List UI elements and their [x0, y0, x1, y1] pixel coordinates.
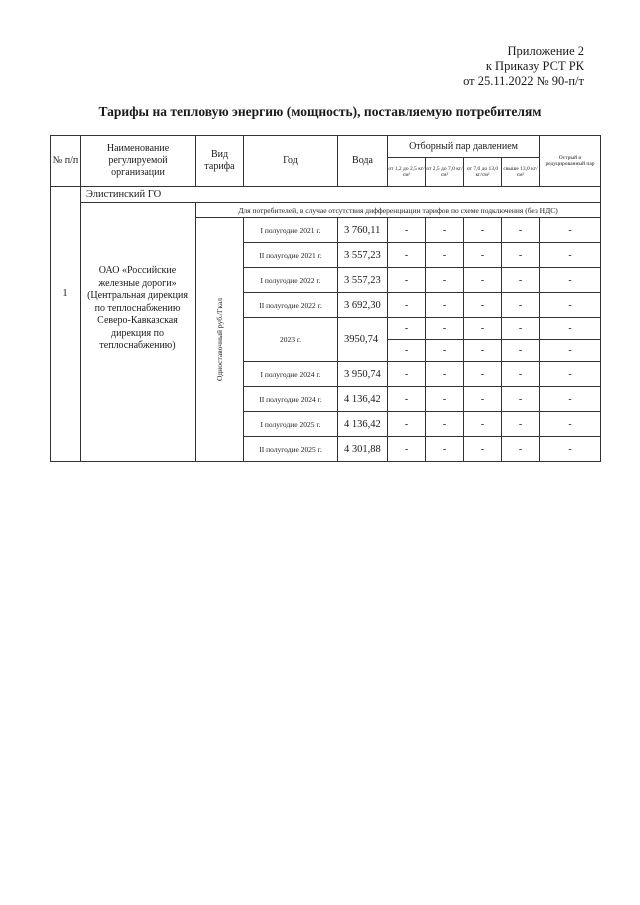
dash-cell: -: [388, 318, 426, 340]
dash-cell: -: [502, 268, 540, 293]
header-pressure-4: свыше 13,0 кг/см²: [502, 158, 540, 187]
dash-cell: -: [464, 437, 502, 462]
dash-cell: -: [502, 293, 540, 318]
dash-cell: -: [388, 340, 426, 362]
appendix-label: Приложение 2: [507, 44, 584, 58]
dash-cell: -: [388, 243, 426, 268]
year-cell: I полугодие 2021 г.: [244, 218, 338, 243]
dash-cell: -: [540, 293, 601, 318]
header-year: Год: [244, 136, 338, 187]
year-cell: I полугодие 2022 г.: [244, 268, 338, 293]
dash-cell: -: [388, 362, 426, 387]
dash-cell: -: [502, 243, 540, 268]
dash-cell: -: [426, 437, 464, 462]
dash-cell: -: [540, 268, 601, 293]
dash-cell: -: [464, 412, 502, 437]
dash-cell: -: [502, 437, 540, 462]
water-value: 3 557,23: [338, 268, 388, 293]
water-value: 3 950,74: [338, 362, 388, 387]
water-value: 3 557,23: [338, 243, 388, 268]
dash-cell: -: [502, 412, 540, 437]
dash-cell: -: [540, 362, 601, 387]
dash-cell: -: [426, 387, 464, 412]
dash-cell: -: [464, 340, 502, 362]
dash-cell: -: [426, 412, 464, 437]
dash-cell: -: [426, 243, 464, 268]
dash-cell: -: [502, 340, 540, 362]
year-cell: I полугодие 2024 г.: [244, 362, 338, 387]
header-tariff-type: Вид тарифа: [196, 136, 244, 187]
water-value: 4 136,42: [338, 412, 388, 437]
tariff-type-cell: [196, 218, 244, 462]
row-number: 1: [62, 288, 68, 299]
year-cell: II полугодие 2025 г.: [244, 437, 338, 462]
dash-cell: -: [540, 412, 601, 437]
dash-cell: -: [502, 218, 540, 243]
dash-cell: -: [388, 268, 426, 293]
header-pressure-2: от 2,5 до 7,0 кг/см²: [426, 158, 464, 187]
document-title: Тарифы на тепловую энергию (мощность), поставляемую потребителям: [98, 104, 542, 119]
dash-cell: -: [540, 318, 601, 340]
document-header: [463, 44, 584, 89]
year-cell: I полугодие 2025 г.: [244, 412, 338, 437]
dash-cell: -: [464, 387, 502, 412]
dash-cell: -: [426, 362, 464, 387]
water-value: 4 136,42: [338, 387, 388, 412]
water-value: 3 760,11: [338, 218, 388, 243]
dash-cell: -: [540, 243, 601, 268]
dash-cell: -: [540, 437, 601, 462]
header-steam-pressure: Отборный пар давлением: [388, 136, 540, 158]
dash-cell: -: [388, 437, 426, 462]
dash-cell: -: [502, 362, 540, 387]
tariff-type-label: Одноставочный руб./Гкал: [215, 298, 224, 381]
header-pressure-3: от 7,0 до 13,0 кг/см²: [464, 158, 502, 187]
organization-name-text: ОАО «Российские железные дороги» (Центральная дирекция по теплоснабжению Северо-Кавказская дирекция по теплоснабжению): [87, 265, 188, 351]
dash-cell: -: [388, 387, 426, 412]
dash-cell: -: [464, 243, 502, 268]
tariff-condition: Для потребителей, в случае отсутствия дифференциации тарифов по схеме подключения (без НДС): [196, 203, 601, 218]
dash-cell: -: [464, 268, 502, 293]
dash-cell: -: [464, 362, 502, 387]
water-value: 3 692,30: [338, 293, 388, 318]
water-value: 4 301,88: [338, 437, 388, 462]
dash-cell: -: [426, 218, 464, 243]
dash-cell: -: [540, 340, 601, 362]
water-value: 3950,74: [338, 318, 388, 362]
year-cell: II полугодие 2022 г.: [244, 293, 338, 318]
dash-cell: -: [540, 387, 601, 412]
dash-cell: -: [426, 293, 464, 318]
header-water: Вода: [338, 136, 388, 187]
dash-cell: -: [388, 218, 426, 243]
dash-cell: -: [464, 218, 502, 243]
year-cell: II полугодие 2024 г.: [244, 387, 338, 412]
dash-cell: -: [426, 268, 464, 293]
dash-cell: -: [388, 293, 426, 318]
header-pressure-1: от 1,2 до 2,5 кг/см²: [388, 158, 426, 187]
header-organization: Наименование регулируемой организации: [81, 136, 196, 187]
year-cell: 2023 г.: [244, 318, 338, 362]
dash-cell: -: [464, 293, 502, 318]
dash-cell: -: [388, 412, 426, 437]
row-spacer: [51, 187, 81, 462]
dash-cell: -: [464, 318, 502, 340]
region-name: Элистинский ГО: [81, 187, 601, 203]
order-date: от 25.11.2022 № 90-п/т: [463, 74, 584, 88]
dash-cell: -: [502, 318, 540, 340]
dash-cell: -: [426, 318, 464, 340]
dash-cell: -: [540, 218, 601, 243]
year-cell: II полугодие 2021 г.: [244, 243, 338, 268]
dash-cell: -: [502, 387, 540, 412]
order-reference: к Приказу РСТ РК: [485, 59, 584, 73]
dash-cell: -: [426, 340, 464, 362]
header-sharp-steam: Острый и редуцированный пар: [540, 136, 601, 187]
header-number: № п/п: [51, 136, 81, 187]
